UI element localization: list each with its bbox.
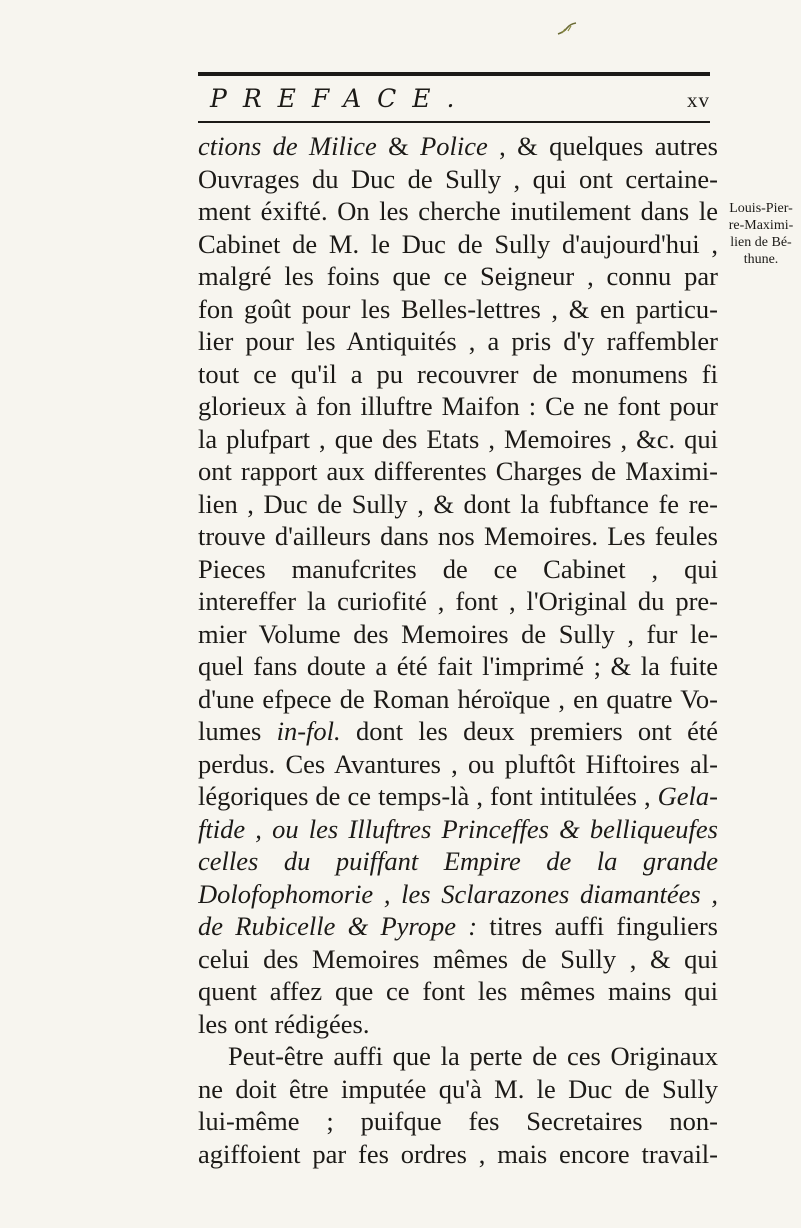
text-line: Dolofophomorie , les Sclarazones diamantées ,	[198, 878, 718, 909]
header-rule-top	[198, 72, 710, 76]
text-line: la plufpart , que des Etats , Memoires , &c. qui	[198, 423, 718, 454]
text-line: légoriques de ce temps-là , font intitulées , Gela-	[198, 781, 718, 811]
running-header	[210, 84, 710, 120]
margin-note-line: Louis-Pier-	[729, 201, 793, 216]
text-line: lier pour les Antiquités , a pris d'y raffembler	[198, 326, 718, 356]
text-line: ctions de Milice & Police , & quelques autres	[198, 131, 718, 161]
margin-note-line: re-Maximi-	[728, 218, 794, 233]
page-number: xv	[687, 88, 710, 112]
running-title: PREFACE.	[210, 84, 471, 113]
text-line: malgré les foins que ce Seigneur , connu par	[198, 261, 718, 291]
text-line: mier Volume des Memoires de Sully , fur le-	[198, 618, 718, 649]
text-line: intereffer la curiofité , font , l'Original du pre-	[198, 586, 718, 616]
text-line: trouve d'ailleurs dans nos Memoires. Les feules	[198, 521, 718, 551]
text-line: quel fans doute a été fait l'imprimé ; & la fuite	[198, 651, 718, 681]
printer-ornament-icon	[556, 22, 578, 36]
margin-note-line: thune.	[743, 252, 779, 267]
text-line: fon goût pour les Belles-lettres , & en particu-	[198, 293, 718, 324]
text-line: celles du puiffant Empire de la grande	[198, 846, 718, 876]
text-line: d'une efpece de Roman héroïque , en quatre Vo-	[198, 683, 718, 714]
text-line: quent affez que ce font les mêmes mains qui	[198, 976, 718, 1006]
text-line: ont rapport aux differentes Charges de Maximi-	[198, 456, 718, 486]
text-line: ftide , ou les Illuftres Princeffes & belliqueufes	[198, 813, 718, 844]
text-line: de Rubicelle & Pyrope : titres auffi finguliers	[198, 911, 718, 941]
text-line: ment éxifté. On les cherche inutilement dans le	[198, 196, 718, 226]
text-line: lumes in-fol. dont les deux premiers ont été	[198, 716, 718, 746]
text-line: Ouvrages du Duc de Sully , qui ont certaine-	[198, 163, 718, 194]
margin-note-line: lien de Bé-	[730, 235, 792, 250]
body-text	[198, 130, 718, 1170]
text-line: les ont rédigées.	[198, 1008, 370, 1039]
text-line: ne doit être imputée qu'à M. le Duc de Sully	[198, 1073, 718, 1104]
text-line: Peut-être auffi que la perte de ces Originaux	[228, 1041, 718, 1071]
text-line: Pieces manufcrites de ce Cabinet , qui	[198, 553, 718, 584]
text-line: celui des Memoires mêmes de Sully , & qui	[198, 943, 718, 974]
text-line: perdus. Ces Avantures , ou pluftôt Hiftoires al-	[198, 748, 718, 779]
text-line: lui-même ; puifque fes Secretaires non-	[198, 1106, 718, 1136]
text-line: agiffoient par fes ordres , mais encore travail-	[198, 1138, 718, 1169]
text-line: lien , Duc de Sully , & dont la fubftance fe re-	[198, 488, 718, 519]
header-rule-bottom	[198, 121, 710, 123]
text-line: glorieux à fon illuftre Maifon : Ce ne font pour	[198, 391, 718, 421]
text-line: Cabinet de M. le Duc de Sully d'aujourd'hui ,	[198, 228, 718, 259]
margin-note	[722, 200, 800, 268]
text-line: tout ce qu'il a pu recouvrer de monumens fi	[198, 358, 718, 389]
